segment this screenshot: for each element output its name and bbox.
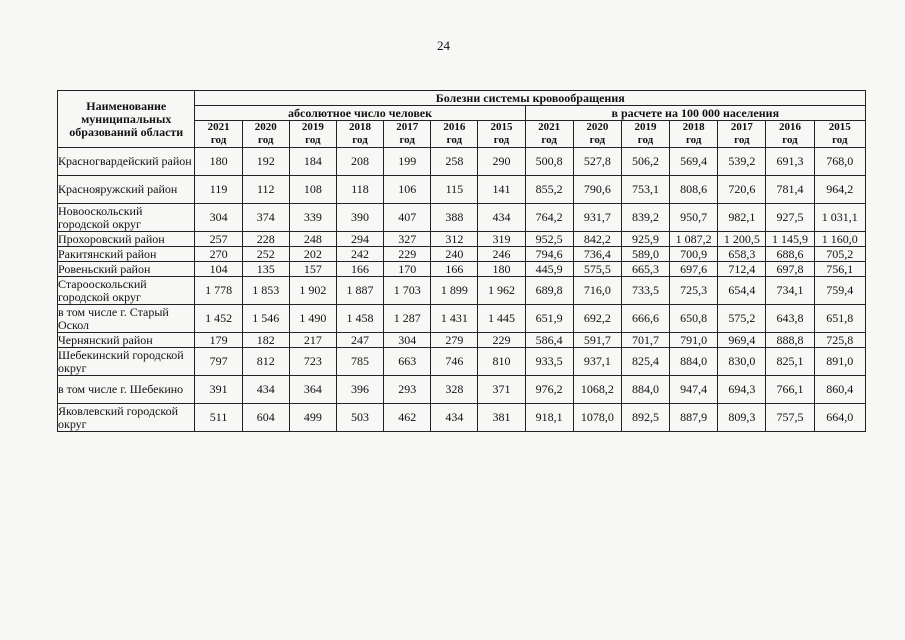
absolute-count-cell: 179 [195,333,242,348]
municipality-name-header: Наименование муниципальных образований области [58,91,195,148]
absolute-count-cell: 434 [478,204,525,232]
absolute-count-cell: 290 [478,148,525,176]
rate-per-100k-cell: 651,8 [814,305,865,333]
year-header-abs-2019 [289,121,336,148]
page-number: 24 [437,38,450,53]
absolute-count-cell: 511 [195,404,242,432]
absolute-count-cell: 170 [384,262,431,277]
rate-per-100k-cell: 712,4 [718,262,766,277]
rate-per-100k-cell: 1 160,0 [814,232,865,247]
rate-per-100k-cell: 855,2 [525,176,573,204]
rate-per-100k-cell: 969,4 [718,333,766,348]
absolute-count-cell: 229 [478,333,525,348]
rate-per-100k-cell: 808,6 [670,176,718,204]
rate-per-100k-cell: 809,3 [718,404,766,432]
rate-per-100k-cell: 931,7 [573,204,621,232]
absolute-count-cell: 723 [289,348,336,376]
rate-per-100k-cell: 1068,2 [573,376,621,404]
municipality-name: Яковлевский городской округ [58,404,195,432]
rate-per-100k-cell: 665,3 [621,262,669,277]
absolute-count-cell: 279 [431,333,478,348]
rate-per-100k-cell: 527,8 [573,148,621,176]
rate-per-100k-cell: 664,0 [814,404,865,432]
rate-per-100k-cell: 952,5 [525,232,573,247]
absolute-count-cell: 166 [336,262,383,277]
rate-per-100k-cell: 825,4 [621,348,669,376]
table-row [58,176,866,204]
year-header-rate-2015 [814,121,865,148]
year-header-rate-2016 [766,121,814,148]
year-unit-label: год [446,134,463,146]
absolute-count-cell: 1 546 [242,305,289,333]
absolute-count-cell: 381 [478,404,525,432]
rate-per-100k-cell: 768,0 [814,148,865,176]
year-label: 2019 [634,121,657,133]
absolute-count-cell: 364 [289,376,336,404]
year-label: 2018 [349,121,372,133]
absolute-count-cell: 1 899 [431,277,478,305]
absolute-count-cell: 157 [289,262,336,277]
absolute-count-cell: 1 458 [336,305,383,333]
year-unit-label: год [541,134,557,146]
year-unit-label: год [210,134,227,146]
municipality-name: Краснояружский район [58,176,195,204]
rate-per-100k-cell: 725,8 [814,333,865,348]
absolute-count-cell: 180 [478,262,525,277]
absolute-count-cell: 1 853 [242,277,289,305]
rate-per-100k-cell: 691,3 [766,148,814,176]
year-label: 2016 [443,121,466,133]
absolute-count-cell: 248 [289,232,336,247]
year-label: 2016 [779,121,802,133]
absolute-count-cell: 118 [336,176,383,204]
year-unit-label: год [832,134,848,146]
year-label: 2020 [586,121,609,133]
rate-per-100k-cell: 933,5 [525,348,573,376]
municipality-name: Красногвардейский район [58,148,195,176]
municipality-name: Чернянский район [58,333,195,348]
absolute-count-cell: 182 [242,333,289,348]
rate-per-100k-cell: 725,3 [670,277,718,305]
table-row [58,376,866,404]
absolute-count-cell: 184 [289,148,336,176]
year-header-abs-2021 [195,121,242,148]
year-unit-label: год [305,134,321,146]
year-unit-label: год [685,134,702,146]
rate-per-100k-cell: 759,4 [814,277,865,305]
year-unit-label: год [352,134,368,146]
absolute-count-cell: 1 490 [289,305,336,333]
absolute-count-cell: 166 [431,262,478,277]
absolute-count-cell: 304 [195,204,242,232]
rate-per-100k-cell: 575,5 [573,262,621,277]
rate-per-100k-cell: 830,0 [718,348,766,376]
absolute-count-cell: 434 [242,376,289,404]
municipality-name: Шебекинский городской округ [58,348,195,376]
absolute-count-cell: 391 [195,376,242,404]
absolute-count-cell: 112 [242,176,289,204]
rate-per-100k-cell: 716,0 [573,277,621,305]
absolute-count-cell: 812 [242,348,289,376]
table-row [58,305,866,333]
year-header-rate-2017 [718,121,766,148]
absolute-count-cell: 240 [431,247,478,262]
municipality-name: Ракитянский район [58,247,195,262]
year-label: 2021 [207,121,230,133]
absolute-count-cell: 1 287 [384,305,431,333]
table-row [58,148,866,176]
table-row [58,262,866,277]
rate-per-100k-cell: 791,0 [670,333,718,348]
rate-per-100k-cell: 688,6 [766,247,814,262]
table-row [58,277,866,305]
rate-per-100k-cell: 918,1 [525,404,573,432]
rate-per-100k-cell: 650,8 [670,305,718,333]
rate-per-100k-cell: 1078,0 [573,404,621,432]
rate-per-100k-cell: 1 031,1 [814,204,865,232]
table-row [58,348,866,376]
table-row [58,204,866,232]
year-header-rate-2019 [621,121,669,148]
table-row [58,333,866,348]
rate-per-100k-cell: 764,2 [525,204,573,232]
rate-per-100k-cell: 937,1 [573,348,621,376]
year-unit-label: год [257,134,274,146]
rate-per-100k-cell: 700,9 [670,247,718,262]
absolute-count-cell: 293 [384,376,431,404]
rate-per-100k-cell: 445,9 [525,262,573,277]
absolute-count-cell: 499 [289,404,336,432]
absolute-count-header: абсолютное число человек [195,106,525,121]
rate-per-100k-cell: 884,0 [670,348,718,376]
absolute-count-cell: 312 [431,232,478,247]
rate-per-100k-cell: 947,4 [670,376,718,404]
year-unit-label: год [782,134,798,146]
municipality-name: Старооскольский городской округ [58,277,195,305]
year-label: 2015 [490,121,513,133]
rate-per-100k-cell: 842,2 [573,232,621,247]
absolute-count-cell: 339 [289,204,336,232]
absolute-count-cell: 1 887 [336,277,383,305]
absolute-count-cell: 141 [478,176,525,204]
absolute-count-cell: 119 [195,176,242,204]
rate-per-100k-cell: 651,9 [525,305,573,333]
rate-per-100k-cell: 569,4 [670,148,718,176]
absolute-count-cell: 1 902 [289,277,336,305]
rate-per-100k-cell: 888,8 [766,333,814,348]
year-unit-label: год [493,134,510,146]
rate-per-100k-cell: 1 145,9 [766,232,814,247]
table-row [58,404,866,432]
absolute-count-cell: 319 [478,232,525,247]
year-label: 2017 [396,121,419,133]
year-label: 2021 [538,121,561,133]
rate-per-100k-cell: 666,6 [621,305,669,333]
rate-per-100k-cell: 697,8 [766,262,814,277]
absolute-count-cell: 1 703 [384,277,431,305]
absolute-count-cell: 328 [431,376,478,404]
rate-per-100k-cell: 720,6 [718,176,766,204]
rate-per-100k-cell: 790,6 [573,176,621,204]
rate-per-100k-cell: 860,4 [814,376,865,404]
rate-per-100k-cell: 689,8 [525,277,573,305]
rate-per-100k-cell: 925,9 [621,232,669,247]
rate-per-100k-cell: 705,2 [814,247,865,262]
absolute-count-cell: 257 [195,232,242,247]
absolute-count-cell: 135 [242,262,289,277]
absolute-count-cell: 229 [384,247,431,262]
municipality-name: в том числе г. Шебекино [58,376,195,404]
rate-per-100k-cell: 539,2 [718,148,766,176]
absolute-count-cell: 108 [289,176,336,204]
absolute-count-cell: 1 431 [431,305,478,333]
absolute-count-cell: 199 [384,148,431,176]
rate-per-100k-cell: 733,5 [621,277,669,305]
absolute-count-cell: 604 [242,404,289,432]
per-100k-header: в расчете на 100 000 населения [525,106,865,121]
absolute-count-cell: 746 [431,348,478,376]
year-unit-label: год [589,134,606,146]
year-header-abs-2020 [242,121,289,148]
year-label: 2015 [828,121,851,133]
absolute-count-cell: 270 [195,247,242,262]
absolute-count-cell: 462 [384,404,431,432]
rate-per-100k-cell: 964,2 [814,176,865,204]
rate-per-100k-cell: 976,2 [525,376,573,404]
rate-per-100k-cell: 586,4 [525,333,573,348]
year-header-abs-2017 [384,121,431,148]
rate-per-100k-cell: 794,6 [525,247,573,262]
absolute-count-cell: 246 [478,247,525,262]
rate-per-100k-cell: 658,3 [718,247,766,262]
absolute-count-cell: 252 [242,247,289,262]
rate-per-100k-cell: 694,3 [718,376,766,404]
absolute-count-cell: 1 445 [478,305,525,333]
municipality-name: Ровеньский район [58,262,195,277]
year-unit-label: год [637,134,654,146]
rate-per-100k-cell: 927,5 [766,204,814,232]
municipality-name: в том числе г. Старый Оскол [58,305,195,333]
absolute-count-cell: 192 [242,148,289,176]
table-body [58,148,866,432]
absolute-count-cell: 503 [336,404,383,432]
rate-per-100k-cell: 887,9 [670,404,718,432]
rate-per-100k-cell: 766,1 [766,376,814,404]
absolute-count-cell: 371 [478,376,525,404]
absolute-count-cell: 258 [431,148,478,176]
absolute-count-cell: 217 [289,333,336,348]
absolute-count-cell: 1 452 [195,305,242,333]
absolute-count-cell: 228 [242,232,289,247]
year-label: 2017 [730,121,753,133]
rate-per-100k-cell: 701,7 [621,333,669,348]
table-row [58,247,866,262]
rate-per-100k-cell: 589,0 [621,247,669,262]
absolute-count-cell: 106 [384,176,431,204]
absolute-count-cell: 1 962 [478,277,525,305]
absolute-count-cell: 390 [336,204,383,232]
year-header-rate-2021 [525,121,573,148]
absolute-count-cell: 663 [384,348,431,376]
rate-per-100k-cell: 753,1 [621,176,669,204]
municipality-name: Новооскольский городской округ [58,204,195,232]
rate-per-100k-cell: 982,1 [718,204,766,232]
rate-per-100k-cell: 643,8 [766,305,814,333]
table-row [58,232,866,247]
absolute-count-cell: 208 [336,148,383,176]
rate-per-100k-cell: 839,2 [621,204,669,232]
year-header-abs-2018 [336,121,383,148]
rate-per-100k-cell: 1 087,2 [670,232,718,247]
absolute-count-cell: 304 [384,333,431,348]
absolute-count-cell: 810 [478,348,525,376]
rate-per-100k-cell: 757,5 [766,404,814,432]
absolute-count-cell: 327 [384,232,431,247]
year-header-rate-2020 [573,121,621,148]
absolute-count-cell: 1 778 [195,277,242,305]
absolute-count-cell: 396 [336,376,383,404]
absolute-count-cell: 115 [431,176,478,204]
rate-per-100k-cell: 575,2 [718,305,766,333]
rate-per-100k-cell: 891,0 [814,348,865,376]
rate-per-100k-cell: 892,5 [621,404,669,432]
rate-per-100k-cell: 591,7 [573,333,621,348]
rate-per-100k-cell: 781,4 [766,176,814,204]
absolute-count-cell: 247 [336,333,383,348]
absolute-count-cell: 388 [431,204,478,232]
rate-per-100k-cell: 734,1 [766,277,814,305]
cardiovascular-disease-table [57,90,866,432]
rate-per-100k-cell: 736,4 [573,247,621,262]
year-label: 2020 [254,121,277,133]
year-unit-label: год [734,134,750,146]
rate-per-100k-cell: 506,2 [621,148,669,176]
absolute-count-cell: 242 [336,247,383,262]
rate-per-100k-cell: 950,7 [670,204,718,232]
year-header-abs-2015 [478,121,525,148]
rate-per-100k-cell: 500,8 [525,148,573,176]
rate-per-100k-cell: 697,6 [670,262,718,277]
absolute-count-cell: 374 [242,204,289,232]
rate-per-100k-cell: 756,1 [814,262,865,277]
year-header-rate-2018 [670,121,718,148]
absolute-count-cell: 797 [195,348,242,376]
absolute-count-cell: 180 [195,148,242,176]
absolute-count-cell: 294 [336,232,383,247]
absolute-count-cell: 202 [289,247,336,262]
rate-per-100k-cell: 692,2 [573,305,621,333]
year-header-abs-2016 [431,121,478,148]
year-label: 2019 [301,121,324,133]
rate-per-100k-cell: 884,0 [621,376,669,404]
year-unit-label: год [399,134,415,146]
absolute-count-cell: 104 [195,262,242,277]
rate-per-100k-cell: 654,4 [718,277,766,305]
disease-group-header: Болезни системы кровообращения [195,91,866,106]
absolute-count-cell: 434 [431,404,478,432]
year-label: 2018 [682,121,705,133]
absolute-count-cell: 407 [384,204,431,232]
rate-per-100k-cell: 1 200,5 [718,232,766,247]
absolute-count-cell: 785 [336,348,383,376]
rate-per-100k-cell: 825,1 [766,348,814,376]
municipality-name: Прохоровский район [58,232,195,247]
